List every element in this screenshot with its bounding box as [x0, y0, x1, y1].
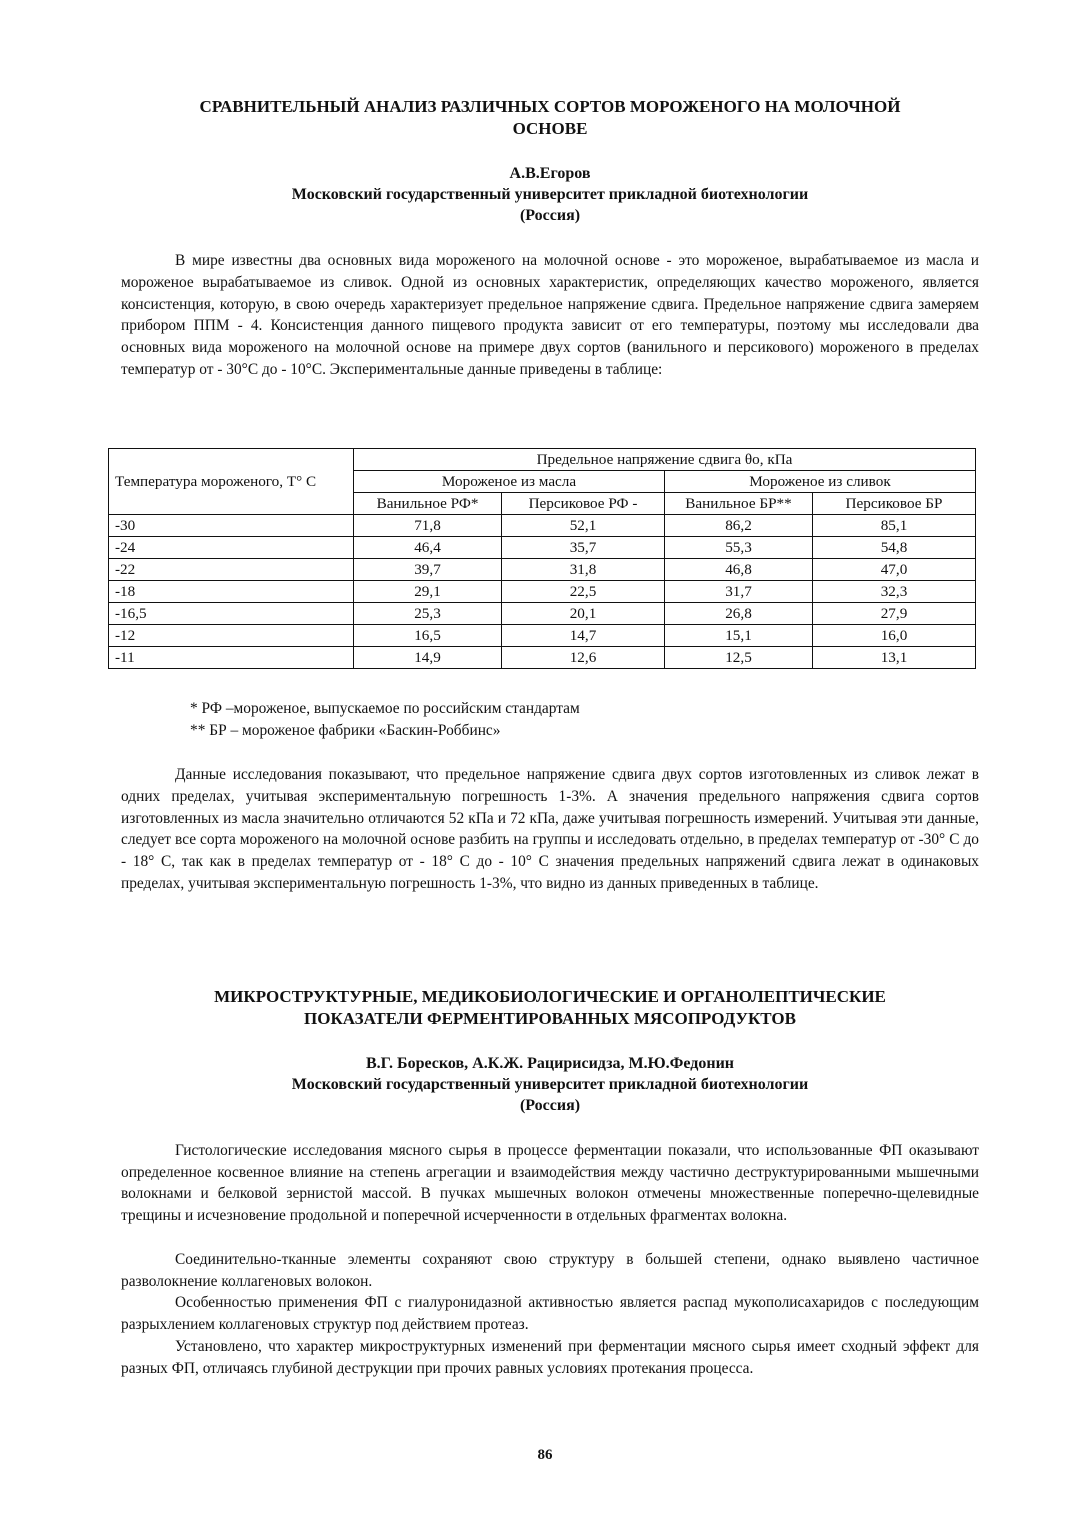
table-header-temperature: Температура мороженого, Т° С: [109, 471, 354, 515]
table-header-row: [109, 471, 976, 493]
table-subheader-vanilla-rf: Ванильное РФ*: [354, 493, 502, 515]
table-footnotes: [190, 698, 580, 742]
article1-country: (Россия): [519, 207, 581, 224]
table-cell-temperature: -22: [109, 559, 354, 581]
footnote-br: ** БР – мороженое фабрики «Баскин-Роббинс»: [190, 722, 501, 739]
table-cell-peach-rf: 35,7: [502, 537, 665, 559]
table-subheader-peach-rf: Персиковое РФ -: [502, 493, 665, 515]
table-cell-peach-br: 47,0: [813, 559, 976, 581]
table-cell-peach-rf: 52,1: [502, 515, 665, 537]
table-cell-vanilla-rf: 16,5: [354, 625, 502, 647]
table-cell-temperature: -30: [109, 515, 354, 537]
table-cell-peach-br: 27,9: [813, 603, 976, 625]
table-row: [109, 515, 976, 537]
table-cell-peach-rf: 14,7: [502, 625, 665, 647]
table-cell-vanilla-rf: 14,9: [354, 647, 502, 669]
table-cell-vanilla-br: 46,8: [665, 559, 813, 581]
shear-stress-table: [108, 448, 976, 669]
table-cell-peach-br: 32,3: [813, 581, 976, 603]
article2-paragraph-1: Гистологические исследования мясного сырья в процессе ферментации показали, что использованные ФП оказывают определенное косвенное влияние на степень агрегации и взаимодействия между частично деструктурированными мышечными волокнами и белковой зернистой массой. В пучках мышечных волокон отмечены множественные поперечно-щелевидные трещины и исчезновение продольной и поперечной исчерченности в отдельных фрагментах волокна.: [121, 1142, 979, 1224]
table-row: [109, 581, 976, 603]
table-cell-peach-rf: 31,8: [502, 559, 665, 581]
table-cell-peach-rf: 22,5: [502, 581, 665, 603]
table-cell-vanilla-br: 12,5: [665, 647, 813, 669]
table-header-cream: Мороженое из сливок: [665, 471, 976, 493]
table-cell-vanilla-rf: 46,4: [354, 537, 502, 559]
table-cell-vanilla-rf: 71,8: [354, 515, 502, 537]
table-cell-vanilla-br: 26,8: [665, 603, 813, 625]
table-row: [109, 559, 976, 581]
table-row: [109, 647, 976, 669]
table-cell-vanilla-br: 31,7: [665, 581, 813, 603]
table-cell-temperature: -16,5: [109, 603, 354, 625]
article1-conclusion-paragraph: Данные исследования показывают, что предельное напряжение сдвига двух сортов изготовленных из сливок лежат в одних пределах, учитывая экспериментальную погрешность 1-3%. А значения предельного напряжения сдвига сортов изготовленных из масла значительно отличаются 52 кПа и 72 кПа, даже учитывая погрешность измерений. Учитывая эти данные, следует все сорта мороженого на молочной основе разбить на группы и исследовать отдельно, в пределах температур от -30° С до - 18° С, так как в пределах температур от - 18° С до - 10° С значения предельных напряжений сдвига лежат в одинаковых пределах, учитывая экспериментальную погрешность 1-3%, что видно из данных приведенных в таблице.: [121, 766, 979, 892]
article1-title-line1: СРАВНИТЕЛЬНЫЙ АНАЛИЗ РАЗЛИЧНЫХ СОРТОВ МОРОЖЕНОГО НА МОЛОЧНОЙ: [199, 97, 901, 116]
table-cell-vanilla-rf: 39,7: [354, 559, 502, 581]
table-cell-peach-br: 16,0: [813, 625, 976, 647]
article2-title-line1: МИКРОСТРУКТУРНЫЕ, МЕДИКОБИОЛОГИЧЕСКИЕ И ОРГАНОЛЕПТИЧЕСКИЕ: [214, 987, 886, 1006]
table-cell-vanilla-br: 55,3: [665, 537, 813, 559]
table-cell-vanilla-rf: 25,3: [354, 603, 502, 625]
article1-title-line2: ОСНОВЕ: [512, 119, 588, 138]
table-cell-peach-br: 54,8: [813, 537, 976, 559]
table-row: [109, 537, 976, 559]
table-header-row: [109, 449, 976, 471]
table-row: [109, 603, 976, 625]
table-cell-temperature: -24: [109, 537, 354, 559]
table-corner-cell: [109, 449, 354, 471]
table-cell-vanilla-br: 15,1: [665, 625, 813, 647]
table-subheader-peach-br: Персиковое БР: [813, 493, 976, 515]
article2-affiliation: Московский государственный университет прикладной биотехнологии: [291, 1076, 809, 1093]
table-subheader-vanilla-br: Ванильное БР**: [665, 493, 813, 515]
table-cell-peach-rf: 12,6: [502, 647, 665, 669]
article1-author: А.В.Егоров: [509, 165, 591, 182]
table-header-main: Предельное напряжение сдвига θо, кПа: [354, 449, 976, 471]
article2-paragraph-2: Соединительно-тканные элементы сохраняют свою структуру в большей степени, однако выявлено частичное разволокнение коллагеновых волокон.: [121, 1251, 979, 1290]
table-cell-temperature: -12: [109, 625, 354, 647]
table-body: [109, 515, 976, 669]
table-cell-peach-rf: 20,1: [502, 603, 665, 625]
table-cell-vanilla-br: 86,2: [665, 515, 813, 537]
table-row: [109, 625, 976, 647]
page-number: 86: [537, 1447, 553, 1463]
table-cell-peach-br: 85,1: [813, 515, 976, 537]
table-cell-vanilla-rf: 29,1: [354, 581, 502, 603]
article2-paragraph-3: Особенностью применения ФП с гиалуронидазной активностью является распад мукополисахаридов с последующим разрыхлением коллагеновых структур под действием протеаз.: [121, 1294, 979, 1333]
article2-authors: В.Г. Боресков, А.К.Ж. Рацирисидза, М.Ю.Федонин: [365, 1055, 734, 1072]
table-cell-peach-br: 13,1: [813, 647, 976, 669]
table-cell-temperature: -18: [109, 581, 354, 603]
article1-intro-paragraph: В мире известны два основных вида мороженого на молочной основе - это мороженое, вырабатываемое из масла и мороженое вырабатываемое из сливок. Одной из основных характеристик, определяющих качество мороженого, является консистенция, которую, в свою очередь характеризует предельное напряжение сдвига. Предельное напряжение сдвига замеряем прибором ППМ - 4. Консистенция данного пищевого продукта зависит от его температуры, поэтому мы исследовали два основных вида мороженого на молочной основе на примере двух сортов (ванильного и персикового) мороженого в пределах температур от - 30°С до - 10°С. Экспериментальные данные приведены в таблице:: [121, 252, 979, 378]
table-header-butter: Мороженое из масла: [354, 471, 665, 493]
article2-paragraph-4: Установлено, что характер микроструктурных изменений при ферментации мясного сырья имеет сходный эффект для разных ФП, отличаясь глубиной деструкции при прочих равных условиях протекания процесса.: [121, 1338, 979, 1377]
article1-affiliation: Московский государственный университет прикладной биотехнологии: [291, 186, 809, 203]
article2-title-line2: ПОКАЗАТЕЛИ ФЕРМЕНТИРОВАННЫХ МЯСОПРОДУКТОВ: [304, 1009, 796, 1028]
article2-country: (Россия): [519, 1097, 581, 1114]
footnote-rf: * РФ –мороженое, выпускаемое по российским стандартам: [190, 700, 580, 717]
table-cell-temperature: -11: [109, 647, 354, 669]
